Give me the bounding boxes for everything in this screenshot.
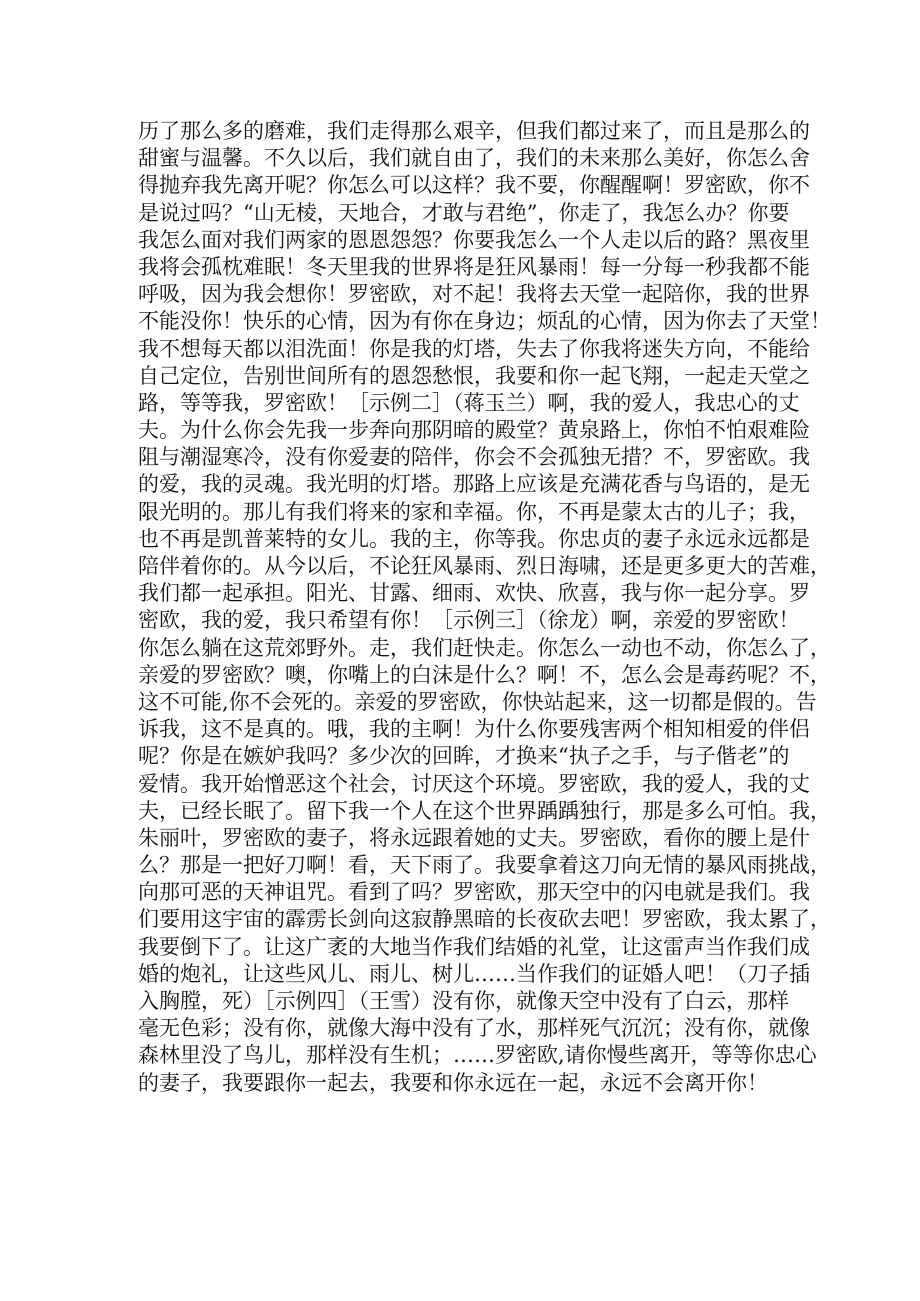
text-line: 毫无色彩；没有你，就像大海中没有了水，那样死气沉沉；没有你，就像 xyxy=(138,1016,810,1041)
text-line: 么？那是一把好刀啊！看，天下雨了。我要拿着这刀向无情的暴风雨挑战， xyxy=(138,853,831,878)
body-text xyxy=(138,118,831,1097)
text-line: 甜蜜与温馨。不久以后，我们就自由了，我们的未来那么美好，你怎么舍 xyxy=(138,146,810,171)
text-line: 夫，已经长眠了。留下我一个人在这个世界踽踽独行，那是多么可怕。我， xyxy=(138,798,831,823)
text-line: 夫。为什么你会先我一步奔向那阴暗的殿堂？黄泉路上，你怕不怕艰难险 xyxy=(138,418,810,443)
text-line: 路，等等我，罗密欧！［示例二］（蒋玉兰）啊，我的爱人，我忠心的丈 xyxy=(138,390,800,415)
text-line: 向那可恶的天神诅咒。看到了吗？罗密欧，那天空中的闪电就是我们。我 xyxy=(138,880,810,905)
text-line: 我将会孤枕难眠！冬天里我的世界将是狂风暴雨！每一分每一秒我都不能 xyxy=(138,254,810,279)
text-line: 爱情。我开始憎恶这个社会，讨厌这个环境。罗密欧，我的爱人，我的丈 xyxy=(138,771,810,796)
text-line: 的妻子，我要跟你一起去，我要和你永远在一起，永远不会离开你！ xyxy=(138,1070,768,1095)
text-line: 自己定位，告别世间所有的恩怨愁恨，我要和你一起飞翔，一起走天堂之 xyxy=(138,363,810,388)
text-line: 限光明的。那儿有我们将来的家和幸福。你，不再是蒙太古的儿子；我， xyxy=(138,499,810,524)
text-line: 呢？你是在嫉妒我吗？多少次的回眸，才换来“执子之手，与子偕老”的 xyxy=(138,744,790,769)
text-line: 我不想每天都以泪洗面！你是我的灯塔，失去了你我将迷失方向，不能给 xyxy=(138,336,810,361)
text-line: 陪伴着你的。从今以后，不论狂风暴雨、烈日海啸，还是更多更大的苦难， xyxy=(138,554,831,578)
text-line: 是说过吗？“山无棱，天地合，才敢与君绝”，你走了，我怎么办？你要 xyxy=(138,200,790,225)
text-line: 得抛弃我先离开呢？你怎么可以这样？我不要，你醒醒啊！罗密欧，你不 xyxy=(138,173,810,198)
text-line: 也不再是凯普莱特的女儿。我的主，你等我。你忠贞的妻子永远永远都是 xyxy=(138,526,810,551)
text-line: 亲爱的罗密欧？噢，你嘴上的白沫是什么？啊！不，怎么会是毒药呢？不， xyxy=(138,662,831,687)
text-line: 们要用这宇宙的霹雳长剑向这寂静黑暗的长夜砍去吧！罗密欧，我太累了， xyxy=(138,907,831,932)
text-line: 你怎么躺在这荒郊野外。走，我们赶快走。你怎么一动也不动，你怎么了， xyxy=(138,635,831,660)
text-line: 森林里没了鸟儿，那样没有生机；……罗密欧,请你慢些离开，等等你忠心 xyxy=(138,1043,817,1068)
text-line: 不能没你！快乐的心情，因为有你在身边；烦乱的心情，因为你去了天堂！ xyxy=(138,309,831,334)
text-line: 密欧，我的爱，我只希望有你！［示例三］（徐龙）啊，亲爱的罗密欧！ xyxy=(138,608,800,633)
text-line: 婚的炮礼，让这些风儿、雨儿、树儿……当作我们的证婚人吧！（刀子插 xyxy=(138,961,810,986)
text-line: 我要倒下了。让这广袤的大地当作我们结婚的礼堂，让这雷声当作我们成 xyxy=(138,934,810,959)
text-line: 这不可能,你不会死的。亲爱的罗密欧，你快站起来，这一切都是假的。告 xyxy=(138,689,817,714)
text-line: 历了那么多的磨难，我们走得那么艰辛，但我们都过来了，而且是那么的 xyxy=(138,119,810,143)
text-line: 我怎么面对我们两家的恩恩怨怨？你要我怎么一个人走以后的路？黑夜里 xyxy=(138,227,810,252)
text-line: 呼吸，因为我会想你！罗密欧，对不起！我将去天堂一起陪你，我的世界 xyxy=(138,282,810,307)
text-line: 我们都一起承担。阳光、甘露、细雨、欢快、欣喜，我与你一起分享。罗 xyxy=(138,581,810,606)
text-line: 诉我，这不是真的。哦，我的主啊！为什么你要残害两个相知相爱的伴侣 xyxy=(138,717,810,742)
text-line: 阻与潮湿寒冷，没有你爱妻的陪伴，你会不会孤独无措？不，罗密欧。我 xyxy=(138,445,810,470)
text-line: 朱丽叶，罗密欧的妻子，将永远跟着她的丈夫。罗密欧，看你的腰上是什 xyxy=(138,825,810,850)
text-line: 入胸膛，死）［示例四］（王雪）没有你，就像天空中没有了白云，那样 xyxy=(138,989,789,1013)
text-line: 的爱，我的灵魂。我光明的灯塔。那路上应该是充满花香与鸟语的，是无 xyxy=(138,472,810,497)
